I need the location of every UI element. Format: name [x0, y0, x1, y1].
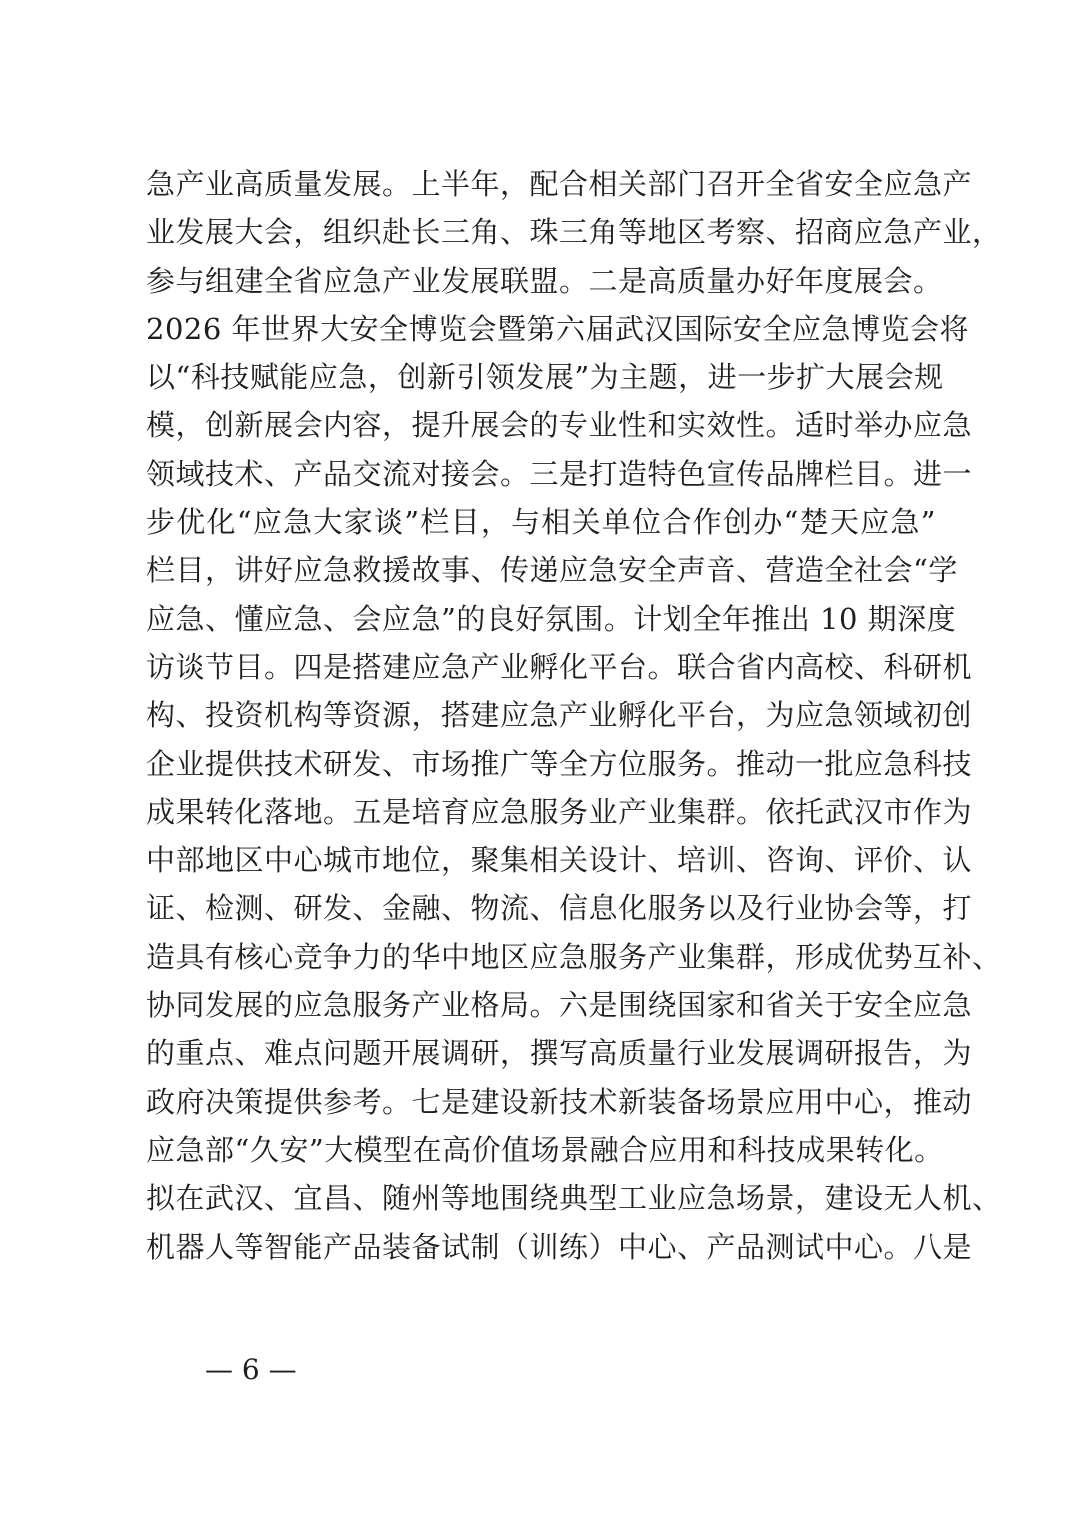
text-line: 政府决策提供参考。七是建设新技术新装备场景应用中心，推动: [146, 1084, 973, 1119]
text-line: 应急、懂应急、会应急”的良好氛围。计划全年推出 10 期深度: [146, 601, 957, 636]
text-line: 2026 年世界大安全博览会暨第六届武汉国际安全应急博览会将: [146, 311, 970, 346]
text-line: 急产业高质量发展。上半年，配合相关部门召开全省安全应急产: [146, 167, 973, 201]
text-line: 机器人等智能产品装备试制（训练）中心、产品测试中心。八是: [146, 1229, 973, 1264]
text-line: 造具有核心竞争力的华中地区应急服务产业集群，形成优势互补、: [146, 939, 1002, 974]
text-line: 企业提供技术研发、市场推广等全方位服务。推动一批应急科技: [146, 746, 973, 781]
text-line: 步优化“应急大家谈”栏目，与相关单位合作创办“楚天应急”: [146, 505, 936, 540]
text-line: 中部地区中心城市地位，聚集相关设计、培训、咨询、评价、认: [146, 843, 973, 878]
text-line: 的重点、难点问题开展调研，撰写高质量行业发展调研报告，为: [146, 1036, 973, 1071]
page-number: — 6 —: [205, 1353, 297, 1386]
text-line: 成果转化落地。五是培育应急服务业产业集群。依托武汉市作为: [146, 794, 973, 829]
text-line: 栏目，讲好应急救援故事、传递应急安全声音、营造全社会“学: [146, 553, 958, 588]
text-line: 拟在武汉、宜昌、随州等地围绕典型工业应急场景，建设无人机、: [146, 1181, 1002, 1216]
text-line: 以“科技赋能应急，创新引领发展”为主题，进一步扩大展会规: [146, 360, 944, 395]
text-line: 领域技术、产品交流对接会。三是打造特色宣传品牌栏目。进一: [146, 456, 973, 491]
text-line: 构、投资机构等资源，搭建应急产业孵化平台，为应急领域初创: [146, 698, 973, 733]
text-line: 协同发展的应急服务产业格局。六是围绕国家和省关于安全应急: [146, 988, 973, 1023]
text-line: 参与组建全省应急产业发展联盟。二是高质量办好年度展会。: [146, 263, 943, 298]
text-line: 访谈节目。四是搭建应急产业孵化平台。联合省内高校、科研机: [146, 649, 973, 684]
body-text: [146, 160, 1002, 1271]
text-line: 证、检测、研发、金融、物流、信息化服务以及行业协会等，打: [146, 891, 973, 926]
text-line: 应急部“久安”大模型在高价值场景融合应用和科技成果转化。: [146, 1132, 944, 1167]
text-line: 业发展大会，组织赴长三角、珠三角等地区考察、招商应急产业，: [146, 215, 1002, 250]
text-line: 模，创新展会内容，提升展会的专业性和实效性。适时举办应急: [146, 408, 973, 443]
